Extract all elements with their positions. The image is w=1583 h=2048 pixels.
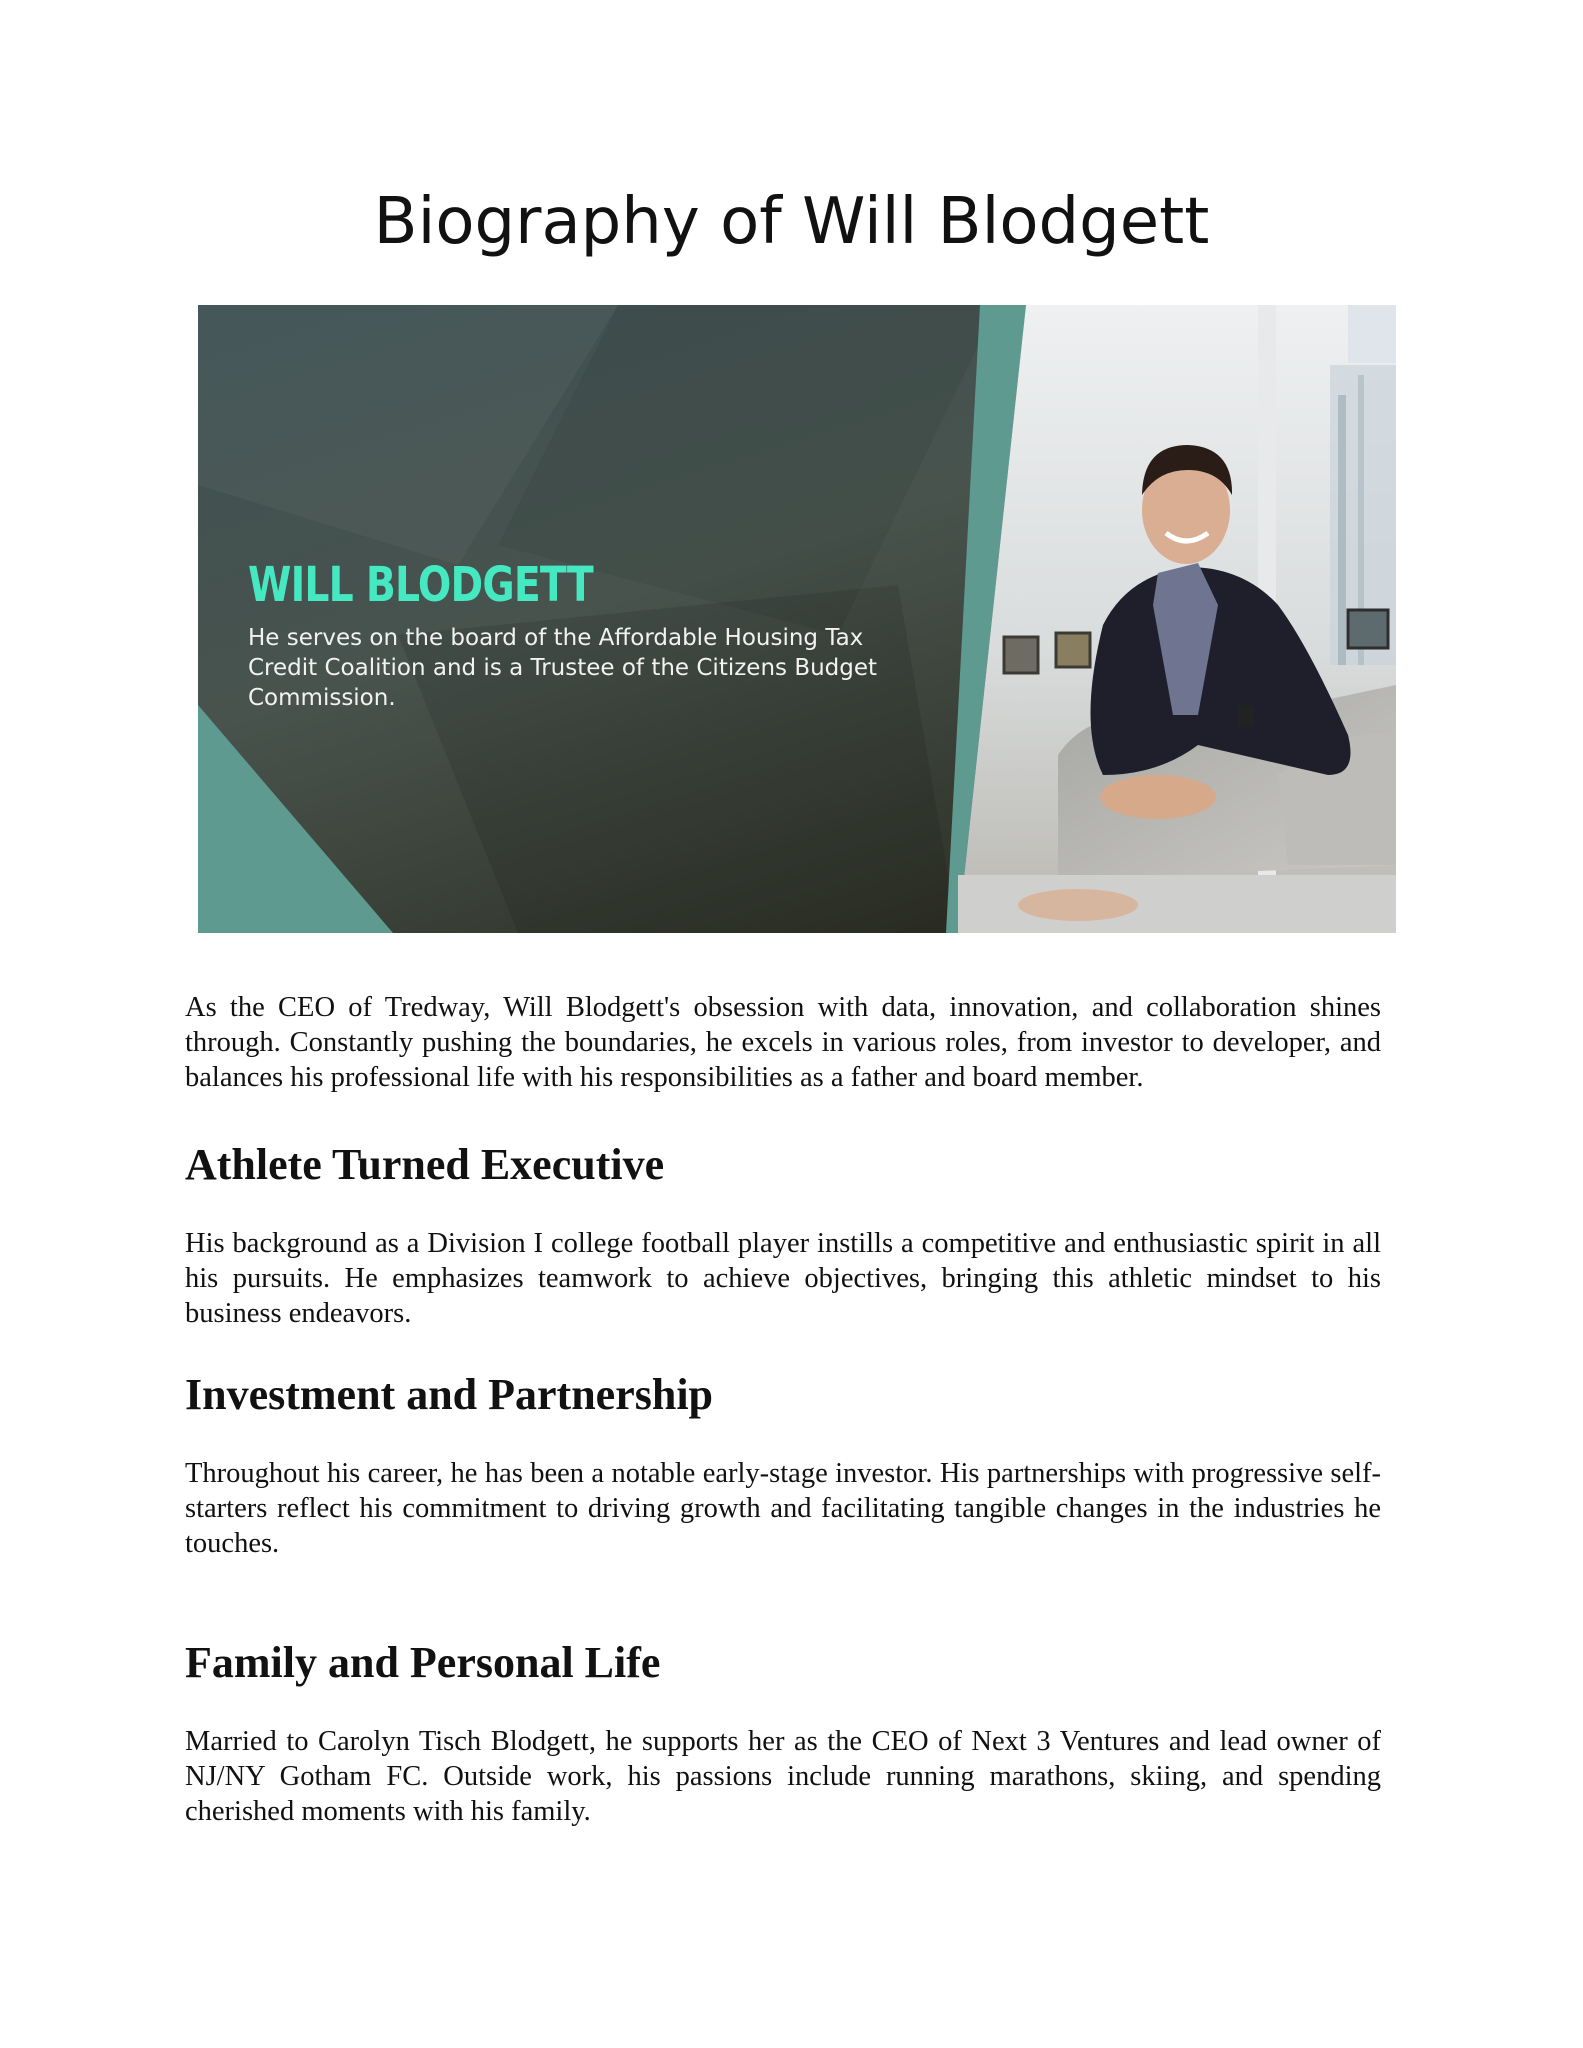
section-paragraph-athlete: His background as a Division I college football player instills a competitive and enthusiastic spirit in all his pursuits. He emphasizes teamwork to achieve objectives, bringing this athletic mindset to his business endeavors. [185,1228,1381,1329]
banner-background [198,305,1396,933]
banner-tagline: He serves on the board of the Affordable Housing Tax Credit Coalition and is a Trustee of the Citizens Budget Commission. [248,625,878,711]
section-heading-family: Family and Personal Life [185,1638,661,1687]
section-heading-investment: Investment and Partnership [185,1370,714,1419]
section-heading-athlete: Athlete Turned Executive [185,1140,665,1189]
portrait-photo [958,305,1396,933]
banner-heading: WILL BLODGETT [248,557,593,613]
hero-banner [198,305,1396,933]
section-paragraph-family: Married to Carolyn Tisch Blodgett, he supports her as the CEO of Next 3 Ventures and lead owner of NJ/NY Gotham FC. Outside work, his passions include running marathons, skiing, and spending cherished moments with his family. [185,1726,1381,1827]
page-title: Biography of Will Blodgett [373,185,1210,259]
section-paragraph-investment: Throughout his career, he has been a notable early-stage investor. His partnerships with progressive self-starters reflect his commitment to driving growth and facilitating tangible changes in the industries he touches. [185,1458,1381,1559]
intro-paragraph: As the CEO of Tredway, Will Blodgett's obsession with data, innovation, and collaboration shines through. Constantly pushing the boundaries, he excels in various roles, from investor to developer, and balances his professional life with his responsibilities as a father and board member. [185,992,1381,1093]
